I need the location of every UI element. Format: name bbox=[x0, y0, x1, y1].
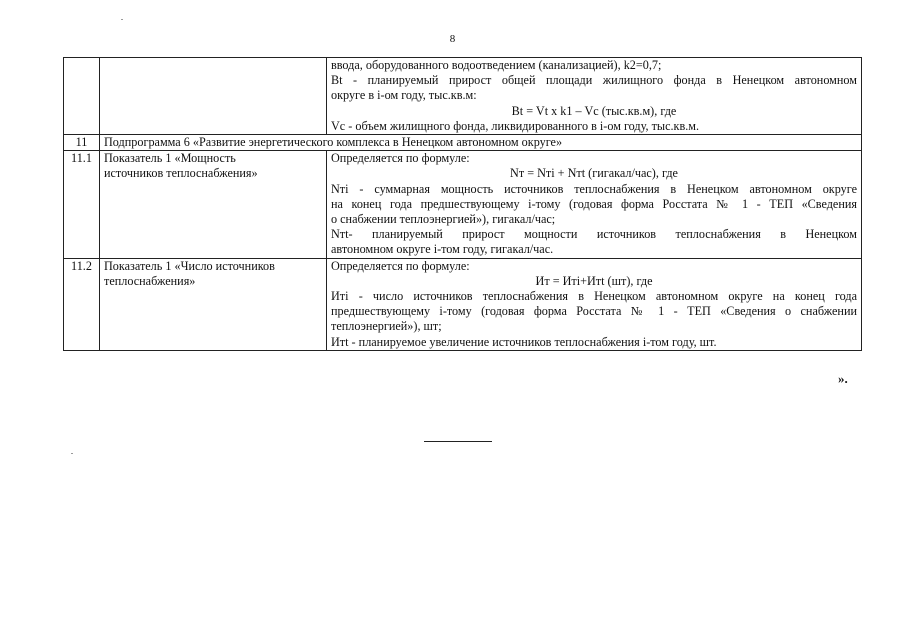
footer-divider bbox=[424, 441, 492, 442]
description-line: на конец года предшествующему i-тому (годовая форма Росстата № 1 - ТЕП «Сведения bbox=[331, 196, 857, 211]
formula-line: Ит = Итi+Итt (шт), где bbox=[535, 273, 653, 288]
description-line: Вt - планируемый прирост общей площади жилищного фонда в Ненецком автономном bbox=[331, 73, 857, 88]
description-line: автономном округе i-том году, гигакал/час. bbox=[331, 242, 554, 257]
indicator-line: теплоснабжения» bbox=[104, 273, 196, 288]
indicator-table bbox=[63, 57, 862, 351]
formula-line: Вt = Vt x k1 – Vc (тыс.кв.м), где bbox=[511, 103, 677, 118]
scan-speck bbox=[121, 19, 123, 20]
indicator-cell bbox=[100, 258, 327, 350]
description-line: теплоэнергией»), шт; bbox=[331, 319, 442, 334]
indicator-line: источников теплоснабжения» bbox=[104, 166, 258, 181]
closing-quote-mark: ». bbox=[838, 371, 848, 386]
row-number: 11.2 bbox=[64, 258, 100, 350]
page-number: 8 bbox=[449, 33, 456, 45]
description-line: ввода, оборудованного водоотведением (канализацией), k2=0,7; bbox=[331, 58, 662, 72]
indicator-row bbox=[64, 151, 862, 258]
description-line: о снабжении теплоэнергией»), гигакал/час; bbox=[331, 212, 556, 227]
description-line: Vc - объем жилищного фонда, ликвидированного в i-ом году, тыс.кв.м. bbox=[331, 118, 700, 133]
indicator-row bbox=[64, 258, 862, 350]
section-row bbox=[64, 135, 862, 151]
row-number-cell bbox=[64, 58, 100, 135]
continuation-row bbox=[64, 58, 862, 135]
section-number: 11 bbox=[64, 135, 100, 151]
row-number: 11.1 bbox=[64, 151, 100, 258]
description-line: Определяется по формуле: bbox=[331, 151, 470, 166]
formula-line: Nт = Nтi + Nтt (гигакал/час), где bbox=[510, 166, 678, 181]
description-line: округе в i-ом году, тыс.кв.м: bbox=[331, 88, 477, 103]
description-line: Определяется по формуле: bbox=[331, 258, 470, 273]
indicator-cell bbox=[100, 58, 327, 135]
description-cell bbox=[327, 151, 862, 258]
description-line: предшествующему i-тому (годовая форма Росстата № 1 - ТЕП «Сведения о снабжении bbox=[331, 304, 857, 319]
description-cell bbox=[327, 258, 862, 350]
indicator-line: Показатель 1 «Число источников bbox=[104, 258, 275, 273]
indicator-cell bbox=[100, 151, 327, 258]
description-cell bbox=[327, 58, 862, 135]
scan-speck bbox=[71, 453, 73, 454]
description-line: Итi - число источников теплоснабжения в Ненецком автономном округе на конец года bbox=[331, 289, 857, 304]
description-line: Nтi - суммарная мощность источников теплоснабжения в Ненецком автономном округе bbox=[331, 181, 857, 196]
description-line: Nтt- планируемый прирост мощности источников теплоснабжения в Ненецком bbox=[331, 227, 857, 242]
indicator-line: Показатель 1 «Мощность bbox=[104, 151, 236, 166]
section-title: Подпрограмма 6 «Развитие энергетического комплекса в Ненецком автономном округе» bbox=[100, 135, 862, 151]
description-line: Итt - планируемое увеличение источников теплоснабжения i-том году, шт. bbox=[331, 334, 717, 349]
